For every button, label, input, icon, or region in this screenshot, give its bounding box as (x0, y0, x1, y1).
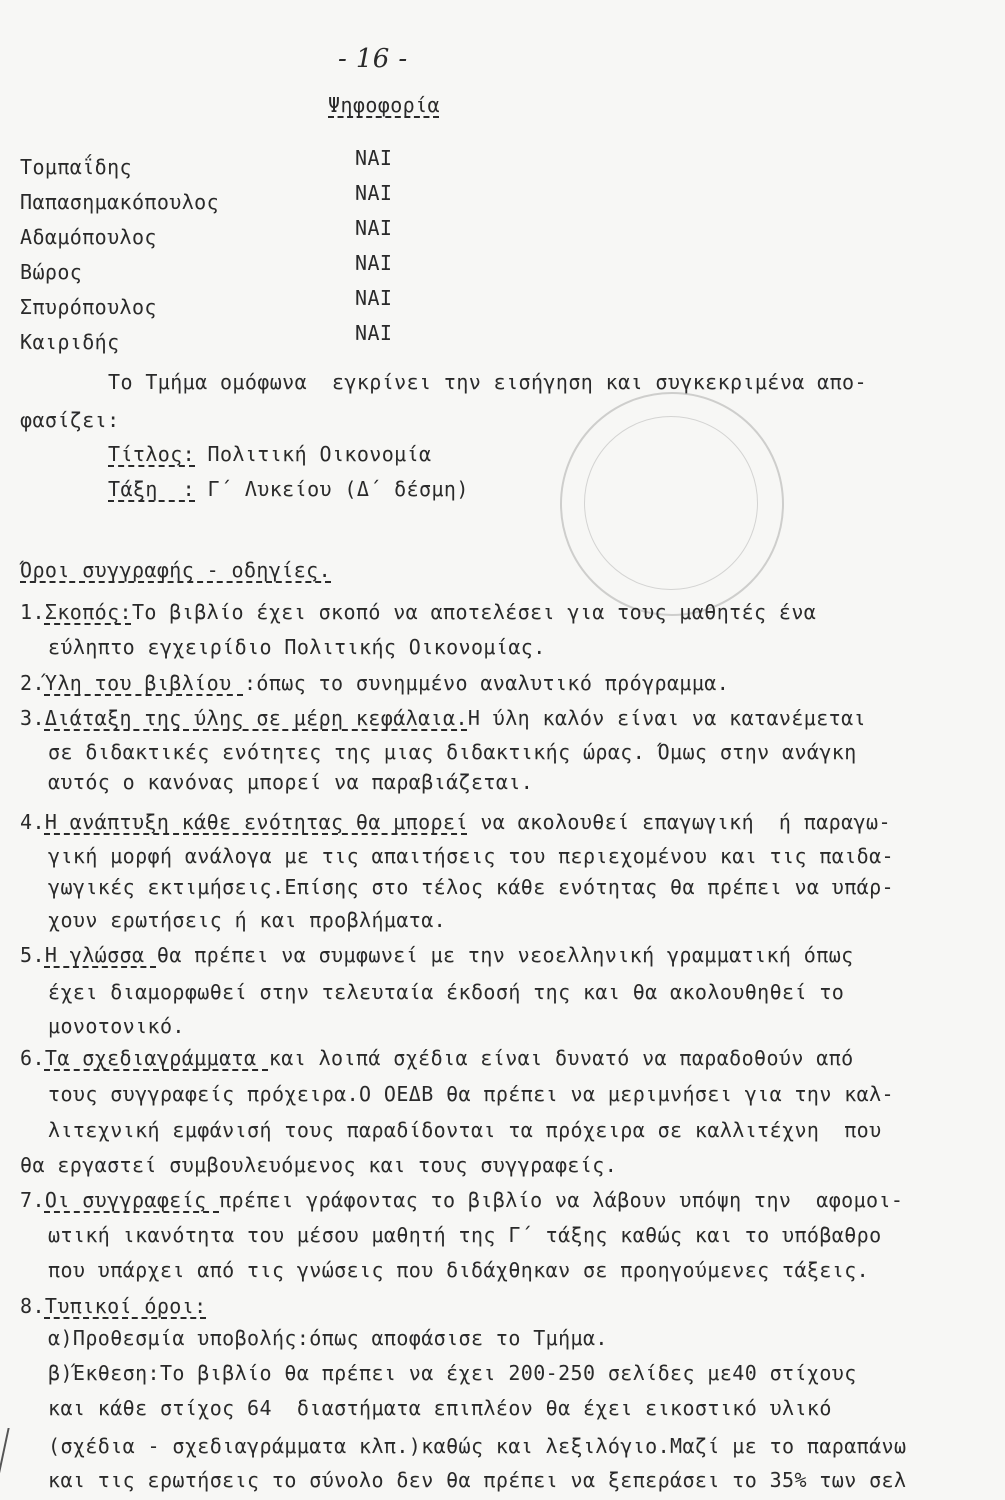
term-line (48, 1225, 882, 1245)
vote-value: ΝΑΙ (355, 286, 393, 310)
term-label: Η γλώσσα (44, 943, 157, 967)
term-text: θα πρέπει να συμφωνεί με την νεοελληνική γραμματική όπως (156, 943, 854, 967)
term-line (48, 1328, 608, 1348)
vote-value: ΝΑΙ (355, 251, 393, 275)
term-line (20, 812, 891, 832)
term-line (48, 846, 894, 866)
term-line (48, 982, 844, 1002)
term-line (20, 1155, 617, 1175)
term-label: Τα σχεδιαγράμματα (44, 1046, 269, 1070)
term-line (48, 772, 533, 792)
section-title: Ψηφοφορία (328, 93, 440, 117)
voter-name: Βώρος (20, 260, 83, 284)
term-line (48, 1260, 869, 1280)
term-label: Διάταξη της ύλης σε μέρη κεφάλαια. (44, 706, 468, 730)
term-text: σε διδακτικές ενότητες της μιας διδακτικής ώρας. Όμως στην ανάγκη (48, 740, 857, 764)
term-text: γωγικές εκτιμήσεις.Επίσης στο τέλος κάθε ενότητας θα πρέπει να υπάρ- (48, 875, 894, 899)
term-text: χουν ερωτήσεις ή και προβλήματα. (48, 908, 447, 932)
term-label: Ύλη του βιβλίου (44, 671, 244, 695)
term-number: 7. (20, 1188, 45, 1212)
term-line (48, 1470, 906, 1490)
book-title-value: Πολιτική Οικονομία (195, 442, 432, 466)
voter-name: Τομπαΐδης (20, 155, 132, 179)
term-line (20, 708, 866, 728)
term-text: που υπάρχει από τις γνώσεις που διδάχθηκαν σε προηγούμενες τάξεις. (48, 1258, 870, 1282)
term-text: λιτεχνική εμφάνισή τους παραδίδονται τα πρόχειρα σε καλλιτέχνη που (48, 1118, 882, 1142)
term-text: θα εργαστεί συμβουλευόμενος και τους συγγραφείς. (20, 1153, 618, 1177)
term-text: γική μορφή ανάλογα με τις απαιτήσεις του περιεχομένου και τις παιδα- (48, 844, 894, 868)
term-line (48, 1363, 857, 1383)
term-text: έχει διαμορφωθεί στην τελευταία έκδοσή της και θα ακολουθηθεί το (48, 980, 845, 1004)
book-class-label: Τάξη : (108, 477, 196, 501)
term-text: πρέπει γράφοντας το βιβλίο να λάβουν υπόψη την αφομοι- (219, 1188, 904, 1212)
term-text: αυτός ο κανόνας μπορεί να παραβιάζεται. (48, 770, 534, 794)
official-stamp (560, 392, 784, 616)
voter-name: Παπασημακόπουλος (20, 190, 220, 214)
term-text: :όπως το συνημμένο αναλυτικό πρόγραμμα. (243, 671, 730, 695)
term-text: να ακολουθεί επαγωγική ή παραγω- (467, 810, 891, 834)
term-line (48, 1398, 832, 1418)
term-line (20, 1296, 207, 1316)
term-line (20, 945, 854, 965)
term-text: μονοτονικό. (48, 1014, 185, 1038)
book-class-line (108, 479, 469, 499)
term-text: α)Προθεσμία υποβολής:όπως αποφάσισε το Τμήμα. (48, 1326, 608, 1350)
term-line (20, 1190, 903, 1210)
term-text: Το βιβλίο έχει σκοπό να αποτελέσει για τους μαθητές ένα (131, 600, 817, 624)
term-label: Τυπικοί όροι: (44, 1294, 207, 1318)
term-number: 5. (20, 943, 45, 967)
term-number: 2. (20, 671, 45, 695)
decision-text: Το Τμήμα ομόφωνα εγκρίνει την εισήγηση και συγκεκριμένα απο- (108, 370, 867, 394)
term-text: εύληπτο εγχειρίδιο Πολιτικής Οικονομίας. (48, 635, 546, 659)
book-class-value: Γ΄ Λυκείου (Δ΄ δέσμη) (195, 477, 469, 501)
page-number: - 16 - (338, 44, 408, 74)
vote-value: ΝΑΙ (355, 321, 393, 345)
vote-value: ΝΑΙ (355, 146, 393, 170)
decision-text: φασίζει: (20, 408, 120, 432)
vote-value: ΝΑΙ (355, 181, 393, 205)
book-title-line (108, 444, 431, 464)
term-label: Οι συγγραφείς (44, 1188, 220, 1212)
term-line (48, 742, 857, 762)
term-text: Η ύλη καλόν είναι να κατανέμεται (467, 706, 867, 730)
term-number: 8. (20, 1294, 45, 1318)
vote-value: ΝΑΙ (355, 216, 393, 240)
voter-name: Αδαμόπουλος (20, 225, 157, 249)
term-number: 3. (20, 706, 45, 730)
book-title-label: Τίτλος: (108, 442, 196, 466)
term-text: β)Έκθεση:Το βιβλίο θα πρέπει να έχει 200-250 σελίδες με40 στίχους (48, 1361, 857, 1385)
term-line (48, 1084, 894, 1104)
term-line (20, 673, 729, 693)
term-line (20, 1048, 854, 1068)
voter-name: Καιριδής (20, 330, 120, 354)
term-line (48, 637, 546, 657)
term-text: (σχέδια - σχεδιαγράμματα κλπ.)καθώς και λεξιλόγιο.Μαζί με το παραπάνω (48, 1434, 907, 1458)
term-line (48, 1016, 185, 1036)
term-line (48, 910, 446, 930)
term-number: 1. (20, 600, 45, 624)
term-number: 4. (20, 810, 45, 834)
term-line (48, 1436, 906, 1456)
term-number: 6. (20, 1046, 45, 1070)
term-label: Σκοπός: (44, 600, 132, 624)
term-line (48, 877, 894, 897)
term-text: ωτική ικανότητα του μέσου μαθητή της Γ΄ τάξης καθώς και το υπόβαθρο (48, 1223, 882, 1247)
term-text: και κάθε στίχος 64 διαστήματα επιπλέον θα έχει εικοστικό υλικό (48, 1396, 832, 1420)
term-text: και τις ερωτήσεις το σύνολο δεν θα πρέπει να ξεπεράσει το 35% των σελ (48, 1468, 907, 1492)
term-line (20, 602, 816, 622)
term-text: και λοιπά σχέδια είναι δυνατό να παραδοθούν από (268, 1046, 854, 1070)
terms-heading: Όροι συγγραφής - οδηγίες. (20, 558, 332, 582)
term-text: τους συγγραφείς πρόχειρα.Ο ΟΕΔΒ θα πρέπει να μεριμνήσει για την καλ- (48, 1082, 894, 1106)
term-line (48, 1120, 882, 1140)
term-label: Η ανάπτυξη κάθε ενότητας θα μπορεί (44, 810, 468, 834)
voter-name: Σπυρόπουλος (20, 295, 157, 319)
margin-pen-mark (0, 1428, 28, 1500)
